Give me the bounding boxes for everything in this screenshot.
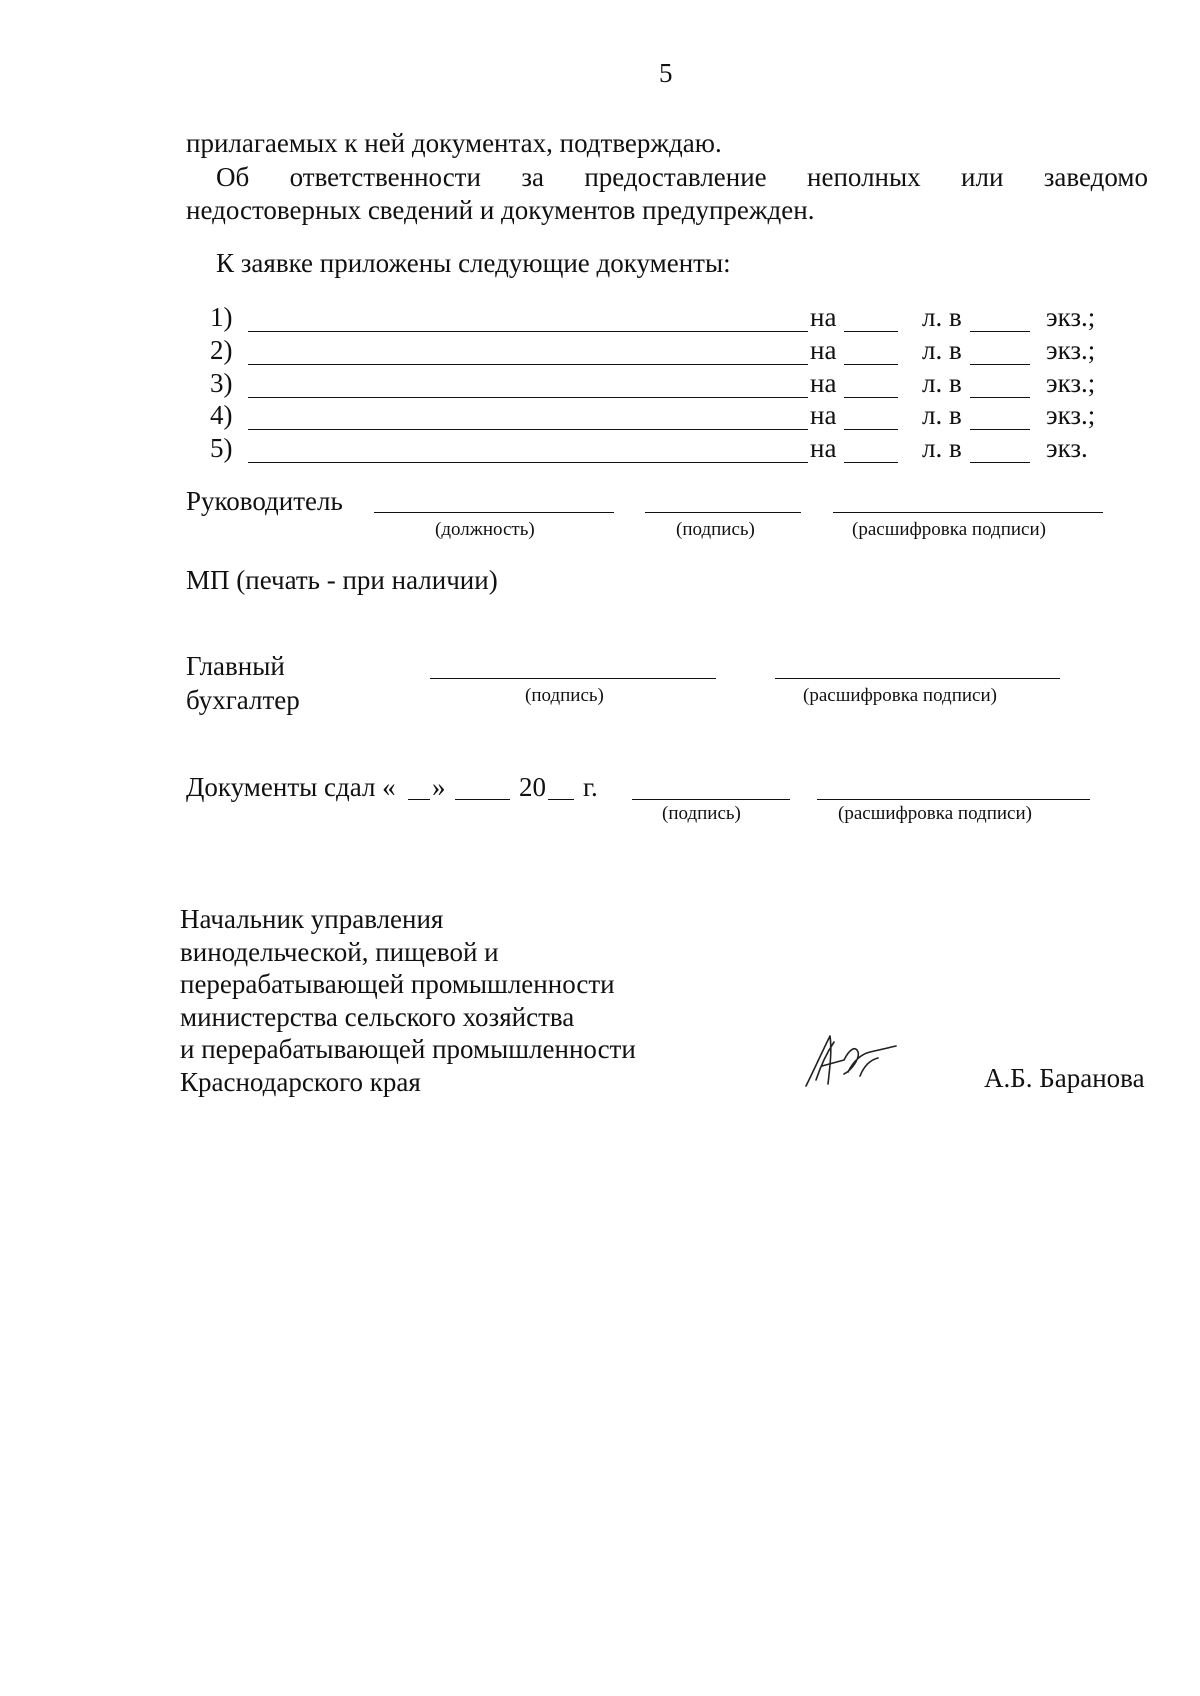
word: или [961,162,1004,192]
item-number: 2) [210,335,233,365]
signatory-title-line: Краснодарского края [180,1066,421,1097]
sheets-field[interactable] [844,397,898,398]
attachment-item [210,370,1110,402]
submitted-signature-field[interactable] [632,799,790,800]
head-label: Руководитель [186,486,343,516]
sheets-field[interactable] [844,429,898,430]
head-position-field[interactable] [374,512,614,513]
copies-label: экз.; [1046,335,1096,365]
word: предоставление [584,162,767,192]
item-number: 5) [210,433,233,463]
head-signature-caption: (подпись) [676,519,755,540]
sheets-field[interactable] [844,331,898,332]
sheets-label: л. в [922,302,962,332]
copies-label: экз.; [1046,368,1096,398]
document-name-field[interactable] [248,462,808,463]
submitted-year-field[interactable] [548,799,574,800]
submitted-day-field[interactable] [408,799,430,800]
word: неполных [807,162,921,192]
signatory-title [180,903,636,1098]
sheets-label: л. в [922,433,962,463]
na-label: на [810,433,837,463]
sheets-label: л. в [922,400,962,430]
item-number: 3) [210,368,233,398]
attachments-heading: К заявке приложены следующие документы: [216,248,731,278]
document-name-field[interactable] [248,364,808,365]
submitted-signature-caption: (подпись) [662,803,741,824]
head-decoding-caption: (расшифровка подписи) [852,519,1046,540]
document-name-field[interactable] [248,397,808,398]
copies-label: экз.; [1046,302,1096,332]
word: Об [216,162,250,192]
handwritten-signature [800,1030,900,1090]
na-label: на [810,302,837,332]
submitted-decoding-caption: (расшифровка подписи) [838,803,1032,824]
paragraph-line-3: недостоверных сведений и документов предупрежден. [186,195,815,225]
head-position-caption: (должность) [435,519,535,540]
na-label: на [810,400,837,430]
attachment-item [210,402,1110,434]
paragraph-line-2 [216,164,1148,191]
page-number: 5 [659,58,673,88]
submitted-text-a: Документы сдал « [186,772,396,802]
signatory-title-line: и перерабатывающей промышленности [180,1034,636,1064]
na-label: на [810,335,837,365]
accountant-label-line-2: бухгалтер [186,685,300,715]
head-decoding-field[interactable] [833,512,1103,513]
word: за [521,162,544,192]
document-name-field[interactable] [248,429,808,430]
accountant-decoding-field[interactable] [775,678,1060,679]
signatory-title-line: министерства сельского хозяйства [180,1001,575,1032]
stamp-label: МП (печать - при наличии) [186,565,498,595]
head-signature-field[interactable] [645,512,801,513]
accountant-label-line-1: Главный [186,651,285,681]
sheets-field[interactable] [844,462,898,463]
copies-field[interactable] [970,397,1030,398]
copies-label: экз. [1046,433,1088,463]
accountant-decoding-caption: (расшифровка подписи) [803,685,997,706]
document-name-field[interactable] [248,331,808,332]
copies-field[interactable] [970,364,1030,365]
sheets-field[interactable] [844,364,898,365]
accountant-signature-caption: (подпись) [525,685,604,706]
submitted-month-field[interactable] [455,799,510,800]
na-label: на [810,368,837,398]
submitted-decoding-field[interactable] [817,799,1090,800]
copies-field[interactable] [970,331,1030,332]
copies-field[interactable] [970,429,1030,430]
attachment-item [210,435,1110,467]
copies-label: экз.; [1046,400,1096,430]
submitted-text-c: 20 [519,772,546,802]
signatory-title-line: перерабатывающей промышленности [180,969,615,999]
word: заведомо [1043,162,1148,192]
submitted-text-b: » [432,772,446,802]
attachment-item [210,337,1110,369]
sheets-label: л. в [922,368,962,398]
attachment-item [210,304,1110,336]
word: ответственности [289,162,481,192]
signatory-name: А.Б. Баранова [984,1063,1145,1093]
submitted-text-d: г. [583,772,598,802]
copies-field[interactable] [970,462,1030,463]
sheets-label: л. в [922,335,962,365]
item-number: 4) [210,400,233,430]
signatory-title-line: Начальник управления [180,904,444,934]
signatory-title-line: винодельческой, пищевой и [180,936,499,967]
accountant-signature-field[interactable] [430,678,716,679]
item-number: 1) [210,302,233,332]
paragraph-line-1: прилагаемых к ней документах, подтверждаю. [186,128,722,158]
